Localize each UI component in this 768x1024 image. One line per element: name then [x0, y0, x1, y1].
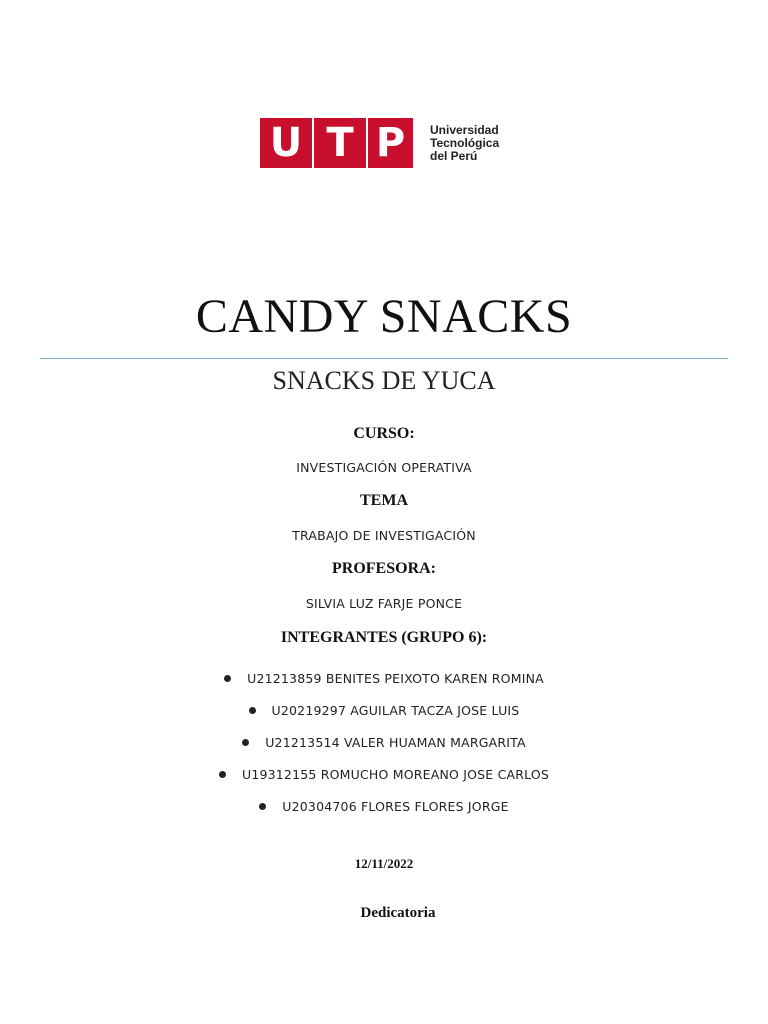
bullet-icon — [249, 707, 256, 714]
logo-line-1: Universidad — [430, 122, 499, 137]
bullet-icon — [219, 771, 226, 778]
logo-letter-p: P — [368, 118, 413, 168]
logo-line-2: Tecnológica — [430, 135, 500, 150]
utp-logo — [260, 118, 499, 168]
list-item — [0, 758, 768, 790]
title-divider — [40, 358, 728, 359]
member-text: U19312155 ROMUCHO MOREANO JOSE CARLOS — [241, 766, 550, 782]
member-text: U21213859 BENITES PEIXOTO KAREN ROMINA — [247, 670, 544, 686]
logo-line-3: del Perú — [430, 148, 478, 163]
list-item — [0, 694, 768, 726]
member-text: U20219297 AGUILAR TACZA JOSE LUIS — [271, 702, 520, 718]
list-item — [0, 790, 768, 822]
members-list — [0, 662, 768, 822]
logo-letter-t: T — [314, 118, 366, 168]
members-label: INTEGRANTES (GRUPO 6): — [280, 629, 488, 646]
logo-letter-u: U — [260, 118, 312, 168]
logo-wordmark — [430, 124, 499, 163]
list-item — [0, 662, 768, 694]
topic-value: TRABAJO DE INVESTIGACIÓN — [292, 528, 476, 543]
bullet-icon — [224, 675, 231, 682]
teacher-label: PROFESORA: — [332, 560, 436, 577]
topic-label: TEMA — [360, 492, 408, 509]
bullet-icon — [242, 739, 249, 746]
course-label: CURSO: — [353, 425, 415, 442]
document-date: 12/11/2022 — [354, 856, 414, 871]
teacher-value: SILVIA LUZ FARJE PONCE — [305, 596, 463, 611]
list-item — [0, 726, 768, 758]
bullet-icon — [259, 803, 266, 810]
dedication-heading: Dedicatoria — [360, 905, 436, 921]
member-text: U21213514 VALER HUAMAN MARGARITA — [265, 734, 526, 750]
member-text: U20304706 FLORES FLORES JORGE — [282, 798, 509, 814]
course-value: INVESTIGACIÓN OPERATIVA — [296, 460, 472, 475]
document-subtitle: SNACKS DE YUCA — [272, 366, 496, 395]
document-title: CANDY SNACKS — [195, 290, 573, 343]
